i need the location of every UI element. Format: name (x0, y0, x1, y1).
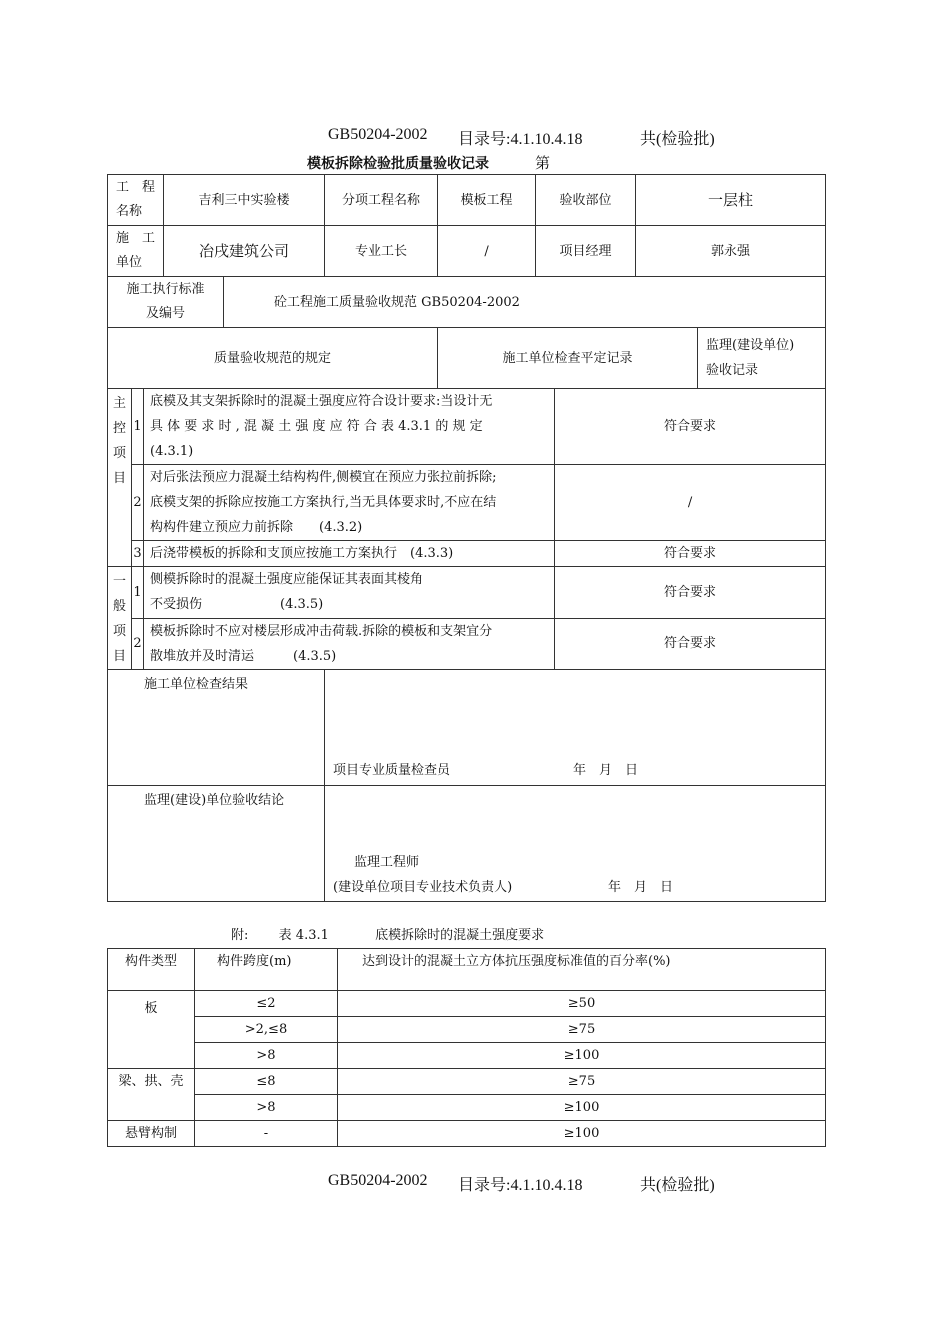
percent-value: ≥75 (338, 1017, 826, 1043)
span-value: >8 (195, 1095, 338, 1121)
general-item-result: 符合要求 (555, 618, 826, 670)
appendix-table-number: 表 4.3.1 (278, 928, 329, 943)
footer-catalog: 目录号:4.1.10.4.18 (458, 1177, 583, 1194)
appendix-prefix: 附: (231, 928, 249, 943)
check-result-cell (325, 670, 826, 786)
span-value: ≤2 (195, 991, 338, 1017)
member-type-beam: 梁、拱、壳 (108, 1069, 195, 1121)
unit-label: 施 工 单位 (108, 226, 164, 277)
subitem-value: 模板工程 (438, 175, 536, 226)
concrete-strength-table (107, 948, 826, 1147)
part-label: 验收部位 (536, 175, 636, 226)
record-column-header: 施工单位检查平定记录 (438, 328, 698, 389)
main-item-number: 3 (132, 541, 144, 567)
general-items-group-label: 一 般 项 目 (108, 567, 132, 670)
main-item-text: 后浇带模板的拆除和支顶应按施工方案执行 (4.3.3) (144, 541, 555, 567)
manager-value: 郭永强 (636, 226, 826, 277)
general-item-result: 符合要求 (555, 567, 826, 619)
span-value: ≤8 (195, 1069, 338, 1095)
main-item-result: 符合要求 (555, 541, 826, 567)
general-item-text: 侧模拆除时的混凝土强度应能保证其表面其棱角 不受损伤 (4.3.5) (144, 567, 555, 619)
inspection-record-table (107, 174, 826, 902)
project-label: 工 程 名称 (108, 175, 164, 226)
supervise-column-header: 监理(建设单位) 验收记录 (698, 328, 826, 389)
main-item-text: 底模及其支架拆除时的混凝土强度应符合设计要求:当设计无 具 体 要 求 时 , 混 凝 土 强 度 应 符 合 表 4.3.1 的 规 定 (4.3.1) (144, 389, 555, 465)
project-name: 吉利三中实验楼 (164, 175, 325, 226)
conclusion-date: 年 月 日 (608, 880, 674, 895)
header-total: 共(检验批) (640, 131, 715, 148)
main-item-number: 1 (132, 389, 144, 465)
footer-code: GB50204-2002 (328, 1172, 428, 1189)
percent-value: ≥100 (338, 1043, 826, 1069)
page-title: 模板拆除检验批质量验收记录 (307, 156, 489, 172)
span-value: >8 (195, 1043, 338, 1069)
part-value: 一层柱 (636, 175, 826, 226)
header-code: GB50204-2002 (328, 126, 428, 143)
appendix-caption (231, 924, 544, 943)
strength-table-header-type: 构件类型 (108, 949, 195, 991)
construction-unit: 冶戌建筑公司 (164, 226, 325, 277)
member-type-cantilever: 悬臂构制 (108, 1121, 195, 1147)
main-item-result: / (555, 465, 826, 541)
member-type-slab: 板 (108, 991, 195, 1069)
main-item-number: 2 (132, 465, 144, 541)
standard-label: 施工执行标准 及编号 (108, 277, 224, 328)
technical-responsible-label: (建设单位项目专业技术负责人) (333, 880, 513, 895)
percent-value: ≥50 (338, 991, 826, 1017)
foreman-value: / (438, 226, 536, 277)
percent-value: ≥100 (338, 1121, 826, 1147)
span-value: - (195, 1121, 338, 1147)
general-item-number: 1 (132, 567, 144, 619)
conclusion-label: 监理(建设)单位验收结论 (108, 786, 325, 902)
general-item-number: 2 (132, 618, 144, 670)
main-item-text: 对后张法预应力混凝土结构构件,侧模宜在预应力张拉前拆除; 底模支架的拆除应按施工方案执行,当无具体要求时,不应在结 构构件建立预应力前拆除 (4.3.2) (144, 465, 555, 541)
header-catalog: 目录号:4.1.10.4.18 (458, 131, 583, 148)
percent-value: ≥100 (338, 1095, 826, 1121)
footer-total: 共(检验批) (640, 1177, 715, 1194)
supervising-engineer-label: 监理工程师 (354, 855, 420, 870)
check-result-label: 施工单位检查结果 (108, 670, 325, 786)
strength-table-header-span: 构件跨度(m) (195, 949, 338, 991)
main-items-group-label: 主 控 项 目 (108, 389, 132, 567)
strength-table-header-percent: 达到设计的混凝土立方体抗压强度标准值的百分率(%) (338, 949, 826, 991)
general-item-text: 模板拆除时不应对楼层形成冲击荷载.拆除的模板和支架宜分 散堆放并及时清运 (4.3.5) (144, 618, 555, 670)
span-value: >2,≤8 (195, 1017, 338, 1043)
quality-inspector-label: 项目专业质量检查员 (333, 763, 451, 778)
page-number-label: 第 (535, 154, 551, 172)
conclusion-cell (325, 786, 826, 902)
foreman-label: 专业工长 (325, 226, 438, 277)
manager-label: 项目经理 (536, 226, 636, 277)
check-result-date: 年 月 日 (573, 763, 639, 778)
appendix-title: 底模拆除时的混凝土强度要求 (375, 928, 545, 943)
subitem-label: 分项工程名称 (325, 175, 438, 226)
standard-value: 砼工程施工质量验收规范 GB50204-2002 (224, 277, 826, 328)
main-item-result: 符合要求 (555, 389, 826, 465)
percent-value: ≥75 (338, 1069, 826, 1095)
spec-column-header: 质量验收规范的规定 (108, 328, 438, 389)
